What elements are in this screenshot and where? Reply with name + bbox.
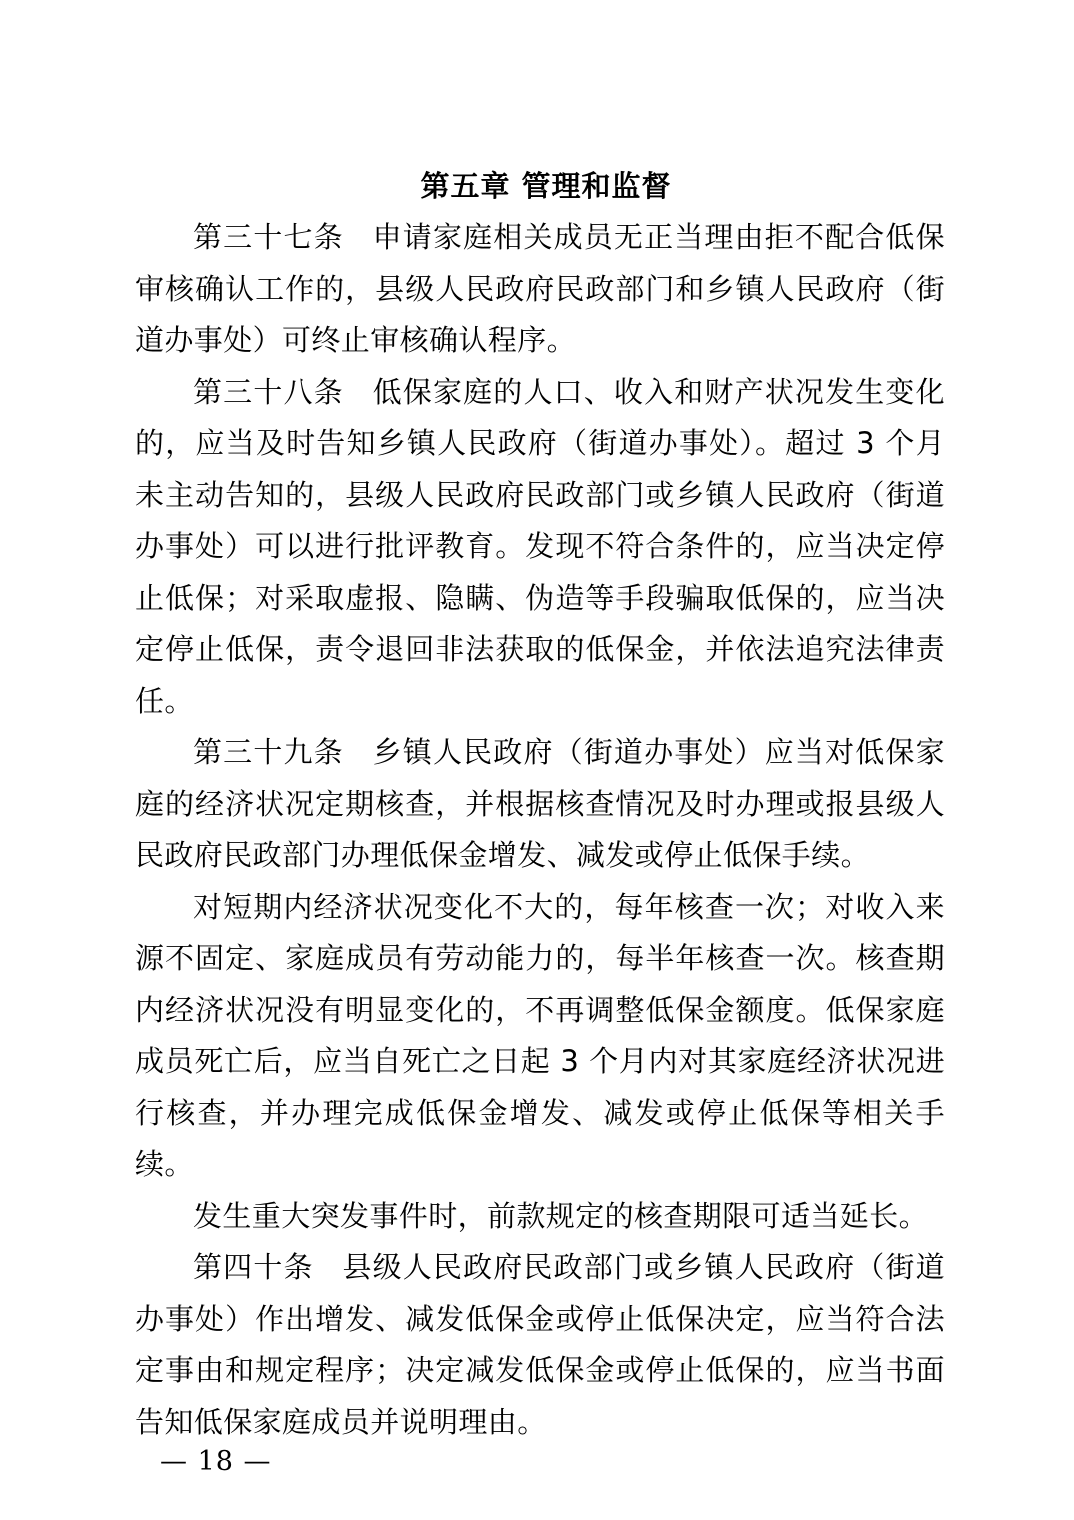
article-40: [135, 1242, 945, 1448]
article-39-text: 乡镇人民政府（街道办事处）应当对低保家庭的经济状况定期核查，并根据核查情况及时办理或报县级人民政府民政部门办理低保金增发、减发或停止低保手续。: [135, 735, 945, 872]
article-39: [135, 727, 945, 882]
article-40-text: 县级人民政府民政部门或乡镇人民政府（街道办事处）作出增发、减发低保金或停止低保决定，应当符合法定事由和规定程序；决定减发低保金或停止低保的，应当书面告知低保家庭成员并说明理由。: [135, 1250, 945, 1439]
article-39-paragraph-2: [135, 882, 945, 1191]
article-38-text: 低保家庭的人口、收入和财产状况发生变化的，应当及时告知乡镇人民政府（街道办事处）。超过 3 个月未主动告知的，县级人民政府民政部门或乡镇人民政府（街道办事处）可以进行批评教育。发现不符合条件的，应当决定停止低保；对采取虚报、隐瞒、伪造等手段骗取低保的，应当决定停止低保，责令退回非法获取的低保金，并依法追究法律责任。: [135, 374, 945, 718]
page-number: — 18 —: [160, 1446, 272, 1477]
page-content: [135, 160, 945, 1448]
article-39-paragraph-3: [135, 1191, 945, 1243]
article-40-heading: 第四十条: [193, 1250, 314, 1284]
article-37: [135, 212, 945, 367]
article-39-paragraph-2-text: 对短期内经济状况变化不大的，每年核查一次；对收入来源不固定、家庭成员有劳动能力的，每半年核查一次。核查期内经济状况没有明显变化的，不再调整低保金额度。低保家庭成员死亡后，应当自死亡之日起 3 个月内对其家庭经济状况进行核查，并办理完成低保金增发、减发或停止低保等相关手续。: [135, 889, 945, 1181]
article-38-heading: 第三十八条: [193, 374, 344, 409]
article-37-text: 申请家庭相关成员无正当理由拒不配合低保审核确认工作的，县级人民政府民政部门和乡镇人民政府（街道办事处）可终止审核确认程序。: [135, 220, 945, 357]
article-37-heading: 第三十七条: [193, 220, 344, 254]
article-39-paragraph-3-text: 发生重大突发事件时，前款规定的核查期限可适当延长。: [193, 1198, 929, 1233]
chapter-title: 第五章 管理和监督: [420, 169, 672, 203]
article-38: [135, 367, 945, 728]
article-39-heading: 第三十九条: [193, 735, 344, 769]
